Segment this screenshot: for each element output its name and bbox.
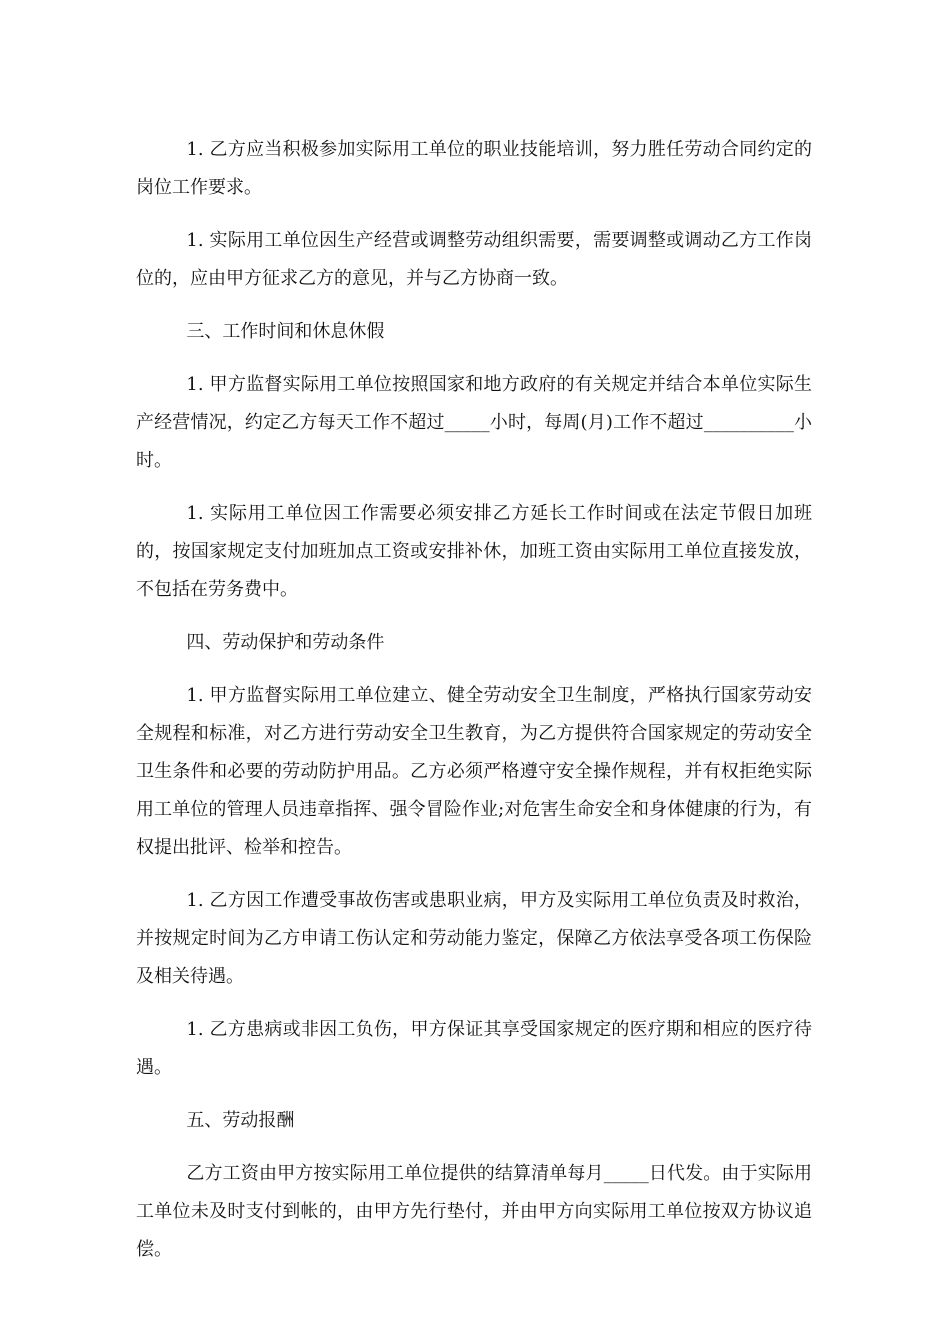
- paragraph-safety-system: 1. 甲方监督实际用工单位建立、健全劳动安全卫生制度，严格执行国家劳动安全规程和标准，对乙方进行劳动安全卫生教育，为乙方提供符合国家规定的劳动安全卫生条件和必要的劳动防护用品。乙方必须严格遵守安全操作规程，并有权拒绝实际用工单位的管理人员违章指挥、强令冒险作业;对危害生命安全和身体健康的行为，有权提出批评、检举和控告。: [136, 685, 812, 858]
- section-heading-working-hours: 三、工作时间和休息休假: [186, 321, 385, 342]
- section-heading-labor-protection: 四、劳动保护和劳动条件: [186, 632, 385, 653]
- document-body: [136, 131, 812, 1284]
- section-heading-remuneration: 五、劳动报酬: [186, 1110, 295, 1131]
- paragraph-work-injury: 1. 乙方因工作遭受事故伤害或患职业病，甲方及实际用工单位负责及时救治，并按规定时间为乙方申请工伤认定和劳动能力鉴定，保障乙方依法享受各项工伤保险及相关待遇。: [136, 890, 812, 987]
- paragraph-illness: 1. 乙方患病或非因工负伤，甲方保证其享受国家规定的医疗期和相应的医疗待遇。: [136, 1019, 812, 1078]
- paragraph-overtime: 1. 实际用工单位因工作需要必须安排乙方延长工作时间或在法定节假日加班的，按国家规定支付加班加点工资或安排补休，加班工资由实际用工单位直接发放，不包括在劳务费中。: [136, 503, 812, 600]
- paragraph-training: 1. 乙方应当积极参加实际用工单位的职业技能培训，努力胜任劳动合同约定的岗位工作要求。: [136, 139, 812, 198]
- paragraph-working-hours-limit: 1. 甲方监督实际用工单位按照国家和地方政府的有关规定并结合本单位实际生产经营情况，约定乙方每天工作不超过_____小时，每周(月)工作不超过__________小时。: [136, 374, 812, 471]
- paragraph-job-adjustment: 1. 实际用工单位因生产经营或调整劳动组织需要，需要调整或调动乙方工作岗位的，应由甲方征求乙方的意见，并与乙方协商一致。: [136, 230, 812, 289]
- paragraph-salary-payment: 乙方工资由甲方按实际用工单位提供的结算清单每月_____日代发。由于实际用工单位未及时支付到帐的，由甲方先行垫付，并由甲方向实际用工单位按双方协议追偿。: [136, 1163, 812, 1260]
